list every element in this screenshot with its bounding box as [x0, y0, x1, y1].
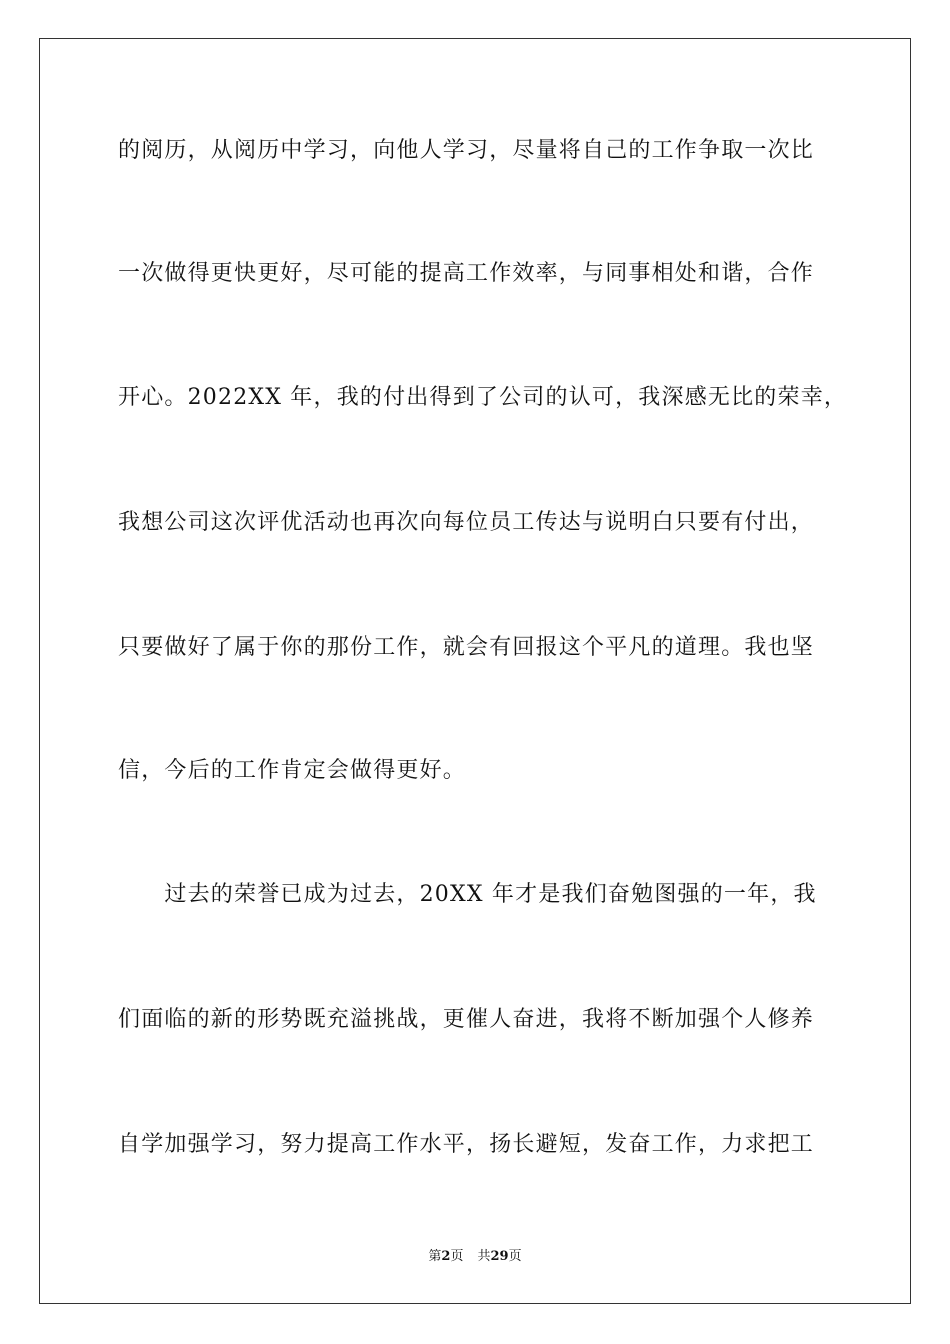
body-line-9: 自学加强学习，努力提高工作水平，扬长避短，发奋工作，力求把工: [118, 1132, 815, 1157]
body-line-4: 我想公司这次评优活动也再次向每位员工传达与说明白只要有付出，: [118, 510, 815, 535]
body-line-2: 一次做得更快更好，尽可能的提高工作效率，与同事相处和谐，合作: [118, 261, 815, 286]
page-border: [39, 38, 911, 1304]
body-line-1: 的阅历，从阅历中学习，向他人学习，尽量将自己的工作争取一次比: [118, 138, 815, 163]
body-line-6: 信，今后的工作肯定会做得更好。: [118, 758, 467, 783]
page-current: 2: [441, 1249, 451, 1264]
page-prefix: 第: [428, 1249, 442, 1264]
page-total: 29: [490, 1249, 509, 1264]
total-prefix: 共: [477, 1249, 491, 1264]
page-suffix: 页: [450, 1249, 464, 1264]
body-line-3: 开心。2022XX 年，我的付出得到了公司的认可，我深感无比的荣幸，: [118, 385, 848, 410]
total-suffix: 页: [508, 1249, 522, 1264]
body-line-8: 们面临的新的形势既充溢挑战，更催人奋进，我将不断加强个人修养: [118, 1007, 815, 1032]
page-footer: [0, 1248, 950, 1266]
body-line-7: 过去的荣誉已成为过去，20XX 年才是我们奋勉图强的一年，我: [118, 882, 817, 907]
body-line-5: 只要做好了属于你的那份工作，就会有回报这个平凡的道理。我也坚: [118, 635, 815, 660]
